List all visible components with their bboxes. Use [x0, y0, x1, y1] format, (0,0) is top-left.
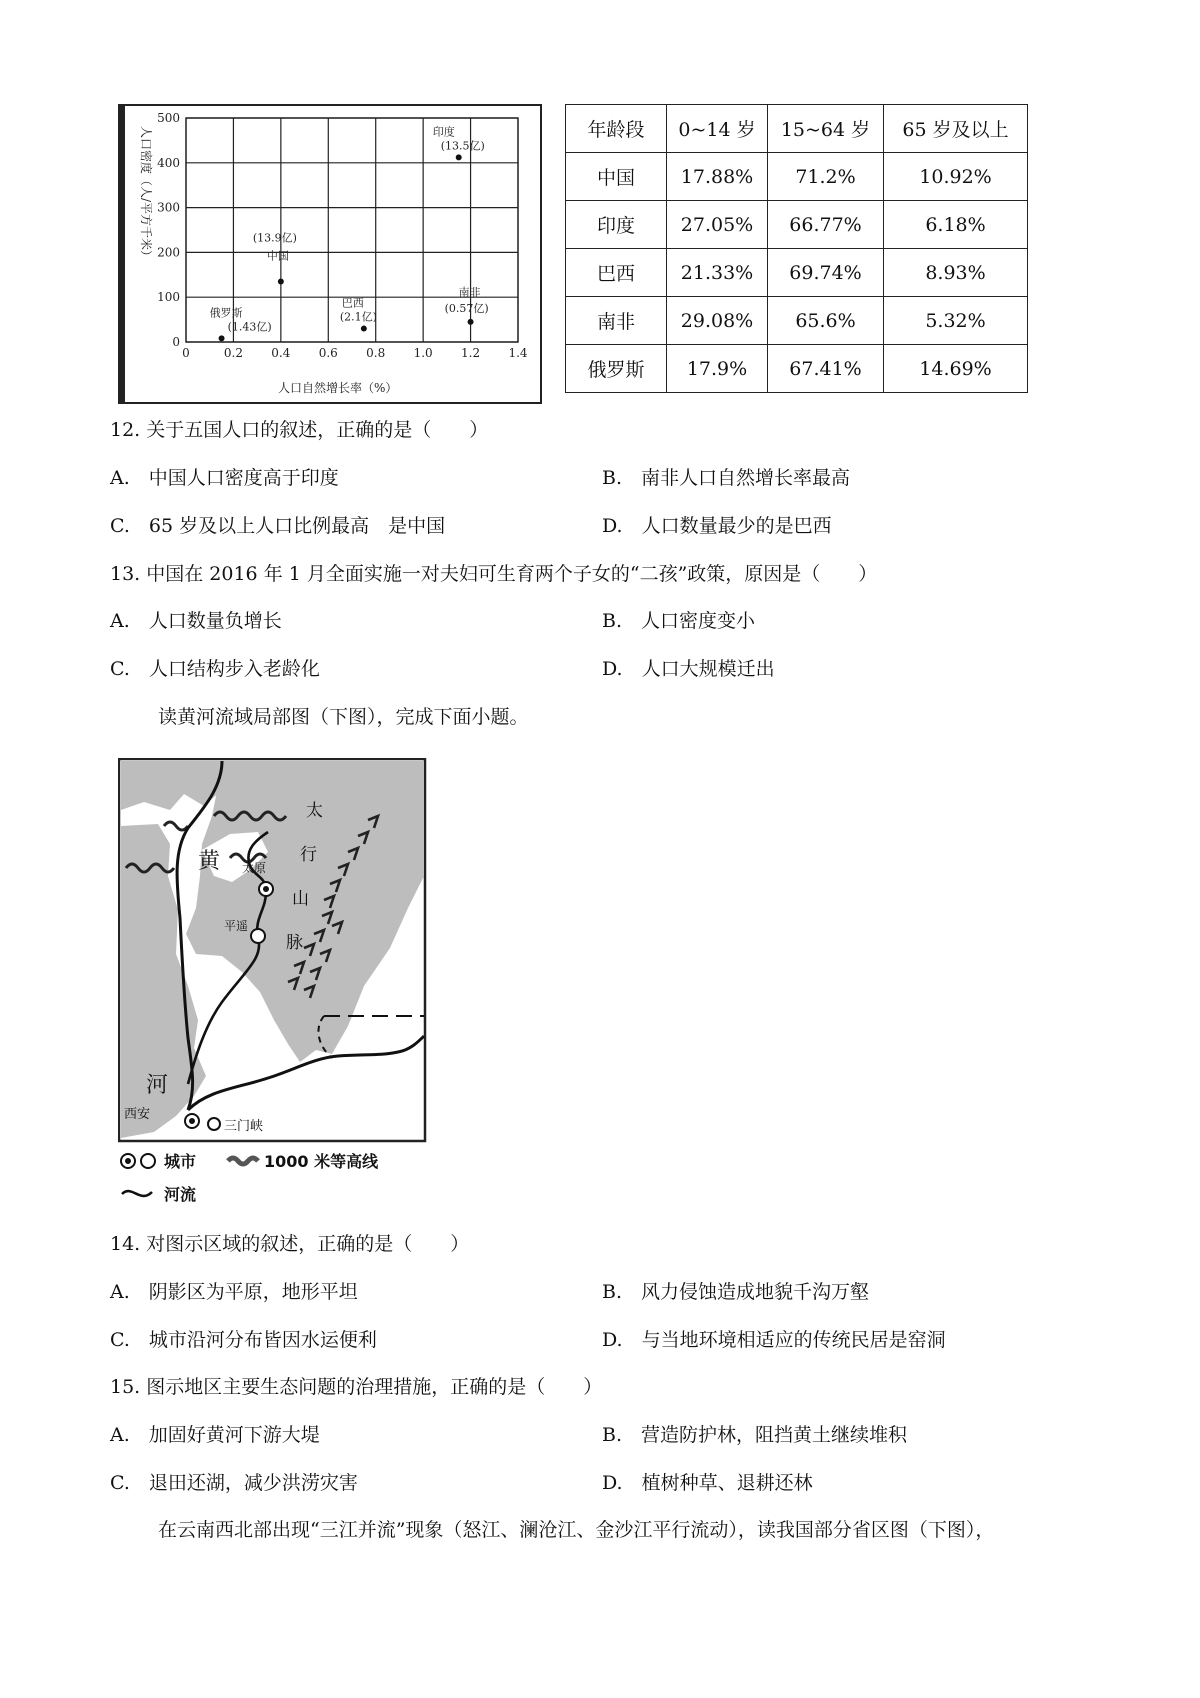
table-header-cell: 年龄段: [566, 105, 667, 153]
question-15-option-d[interactable]: D. 植树种草、退耕还林: [602, 1472, 813, 1494]
table-cell: 29.08%: [667, 297, 768, 345]
x-tick-label: 0.4: [271, 346, 291, 360]
table-cell: 印度: [566, 201, 667, 249]
y-tick-label: 500: [157, 111, 180, 125]
data-point-sublabel: (13.9亿): [252, 231, 297, 245]
map-label-tai: 太: [306, 801, 323, 821]
data-point: [219, 335, 225, 341]
table-cell: 69.74%: [768, 249, 884, 297]
y-tick-label: 0: [172, 335, 180, 349]
data-point: [456, 154, 462, 160]
table-cell: 10.92%: [884, 153, 1028, 201]
table-row: [566, 297, 1028, 345]
question-14-option-a[interactable]: A. 阴影区为平原，地形平坦: [110, 1281, 358, 1303]
legend-city-icon-2: [141, 1154, 155, 1168]
data-point-sublabel: (2.1亿): [339, 310, 377, 324]
table-row: [566, 153, 1028, 201]
question-12-option-d[interactable]: D. 人口数量最少的是巴西: [602, 515, 832, 537]
population-scatter-chart: [118, 104, 542, 404]
question-13-option-a[interactable]: A. 人口数量负增长: [110, 610, 282, 632]
data-point-label: 巴西: [341, 296, 364, 310]
x-tick-label: 1.0: [413, 346, 433, 360]
question-13-option-b[interactable]: B. 人口密度变小: [602, 610, 756, 632]
x-tick-label: 0: [182, 346, 190, 360]
y-tick-label: 200: [157, 245, 180, 260]
question-15-option-b[interactable]: B. 营造防护林，阻挡黄土继续堆积: [602, 1424, 908, 1446]
table-cell: 5.32%: [884, 297, 1028, 345]
data-point-sublabel: (0.57亿): [444, 301, 489, 315]
data-point-sublabel: (13.5亿): [440, 139, 485, 153]
table-row: [566, 249, 1028, 297]
table-cell: 17.9%: [667, 345, 768, 393]
legend-river-label: 河流: [164, 1185, 197, 1204]
legend-city-label: 城市: [164, 1152, 197, 1171]
table-cell: 俄罗斯: [566, 345, 667, 393]
table-cell: 14.69%: [884, 345, 1028, 393]
x-tick-label: 0.2: [223, 346, 243, 360]
map-label-sanmenxia: 三门峡: [224, 1119, 264, 1134]
table-cell: 6.18%: [884, 201, 1028, 249]
question-15-option-a[interactable]: A. 加固好黄河下游大堤: [110, 1424, 320, 1446]
map-canvas: [118, 758, 434, 1213]
data-point-label: 南非: [458, 285, 481, 299]
table-row: [566, 201, 1028, 249]
table-cell: 17.88%: [667, 153, 768, 201]
question-14-option-b[interactable]: B. 风力侵蚀造成地貌千沟万壑: [602, 1281, 870, 1303]
city-xian-dot: [189, 1118, 195, 1124]
table-cell: 8.93%: [884, 249, 1028, 297]
map-legend: [121, 1152, 379, 1204]
question-12-option-c[interactable]: C. 65 岁及以上人口比例最高 是中国: [110, 515, 446, 537]
question-13-option-c[interactable]: C. 人口结构步入老龄化: [110, 658, 320, 680]
data-point-label: 俄罗斯: [209, 306, 243, 320]
map-label-shan: 山: [292, 889, 309, 909]
y-tick-label: 300: [157, 200, 180, 215]
table-cell: 巴西: [566, 249, 667, 297]
map-label-taiyuan: 太原: [242, 861, 267, 875]
question-14-option-d[interactable]: D. 与当地环境相适应的传统民居是窑洞: [602, 1329, 946, 1351]
map-label-huang: 黄: [198, 849, 221, 874]
question-14-option-c[interactable]: C. 城市沿河分布皆因水运便利: [110, 1329, 377, 1351]
question-14-stem: 14. 对图示区域的叙述，正确的是（ ）: [110, 1233, 470, 1255]
question-12-stem: 12. 关于五国人口的叙述，正确的是（ ）: [110, 419, 489, 441]
data-point: [278, 279, 284, 285]
table-row: [566, 345, 1028, 393]
table-cell: 71.2%: [768, 153, 884, 201]
data-point-sublabel: (1.43亿): [227, 320, 272, 334]
map-label-xing: 行: [300, 845, 317, 865]
question-13-stem: 13. 中国在 2016 年 1 月全面实施一对夫妇可生育两个子女的“二孩”政策，原因是（ ）: [110, 563, 878, 585]
city-taiyuan-dot: [263, 886, 269, 892]
data-point: [468, 319, 474, 325]
table-header-cell: 0~14 岁: [667, 105, 768, 153]
x-tick-label: 0.6: [318, 346, 338, 360]
y-axis-label: 人口密度（人/平方千米）: [139, 126, 153, 263]
x-axis-label: 人口自然增长率（%）: [278, 381, 398, 395]
x-tick-label: 1.2: [461, 346, 481, 360]
table-cell: 27.05%: [667, 201, 768, 249]
next-intro-text: 在云南西北部出现“三江并流”现象（怒江、澜沧江、金沙江平行流动），读我国部分省区图（下图），: [158, 1519, 995, 1541]
city-pingyao-marker: [251, 929, 265, 943]
age-structure-table: [565, 104, 1028, 393]
x-tick-label: 1.4: [508, 346, 528, 360]
legend-city-icon-dot: [125, 1158, 131, 1164]
table-cell: 21.33%: [667, 249, 768, 297]
question-12-option-a[interactable]: A. 中国人口密度高于印度: [110, 467, 339, 489]
question-12-option-b[interactable]: B. 南非人口自然增长率最高: [602, 467, 851, 489]
map-label-he: 河: [146, 1073, 169, 1098]
x-tick-label: 0.8: [366, 346, 386, 360]
table-cell: 中国: [566, 153, 667, 201]
chart-canvas: [118, 104, 542, 404]
table-header-cell: 15~64 岁: [768, 105, 884, 153]
map-intro-text: 读黄河流域局部图（下图），完成下面小题。: [158, 706, 529, 728]
table-cell: 67.41%: [768, 345, 884, 393]
data-point-label: 中国: [266, 249, 289, 263]
legend-river-icon: [122, 1191, 152, 1196]
yellow-river-map: [118, 758, 434, 1213]
legend-contour-icon: [228, 1158, 258, 1164]
chart-left-border: [119, 105, 125, 403]
city-sanmenxia-marker: [208, 1118, 220, 1130]
map-label-pingyao: 平遥: [224, 919, 249, 933]
table-header-cell: 65 岁及以上: [884, 105, 1028, 153]
legend-contour-label: 1000 米等高线: [264, 1152, 379, 1171]
y-tick-label: 100: [157, 290, 180, 305]
table-header-row: [566, 105, 1028, 153]
y-tick-label: 400: [157, 155, 180, 170]
table-cell: 南非: [566, 297, 667, 345]
question-15-stem: 15. 图示地区主要生态问题的治理措施，正确的是（ ）: [110, 1376, 603, 1398]
map-label-mai: 脉: [286, 933, 303, 953]
question-13-option-d[interactable]: D. 人口大规模迁出: [602, 658, 775, 680]
table-cell: 65.6%: [768, 297, 884, 345]
question-15-option-c[interactable]: C. 退田还湖，减少洪涝灾害: [110, 1472, 358, 1494]
data-point: [361, 326, 367, 332]
map-label-xian: 西安: [124, 1107, 151, 1122]
table-cell: 66.77%: [768, 201, 884, 249]
data-point-label: 印度: [432, 125, 455, 139]
